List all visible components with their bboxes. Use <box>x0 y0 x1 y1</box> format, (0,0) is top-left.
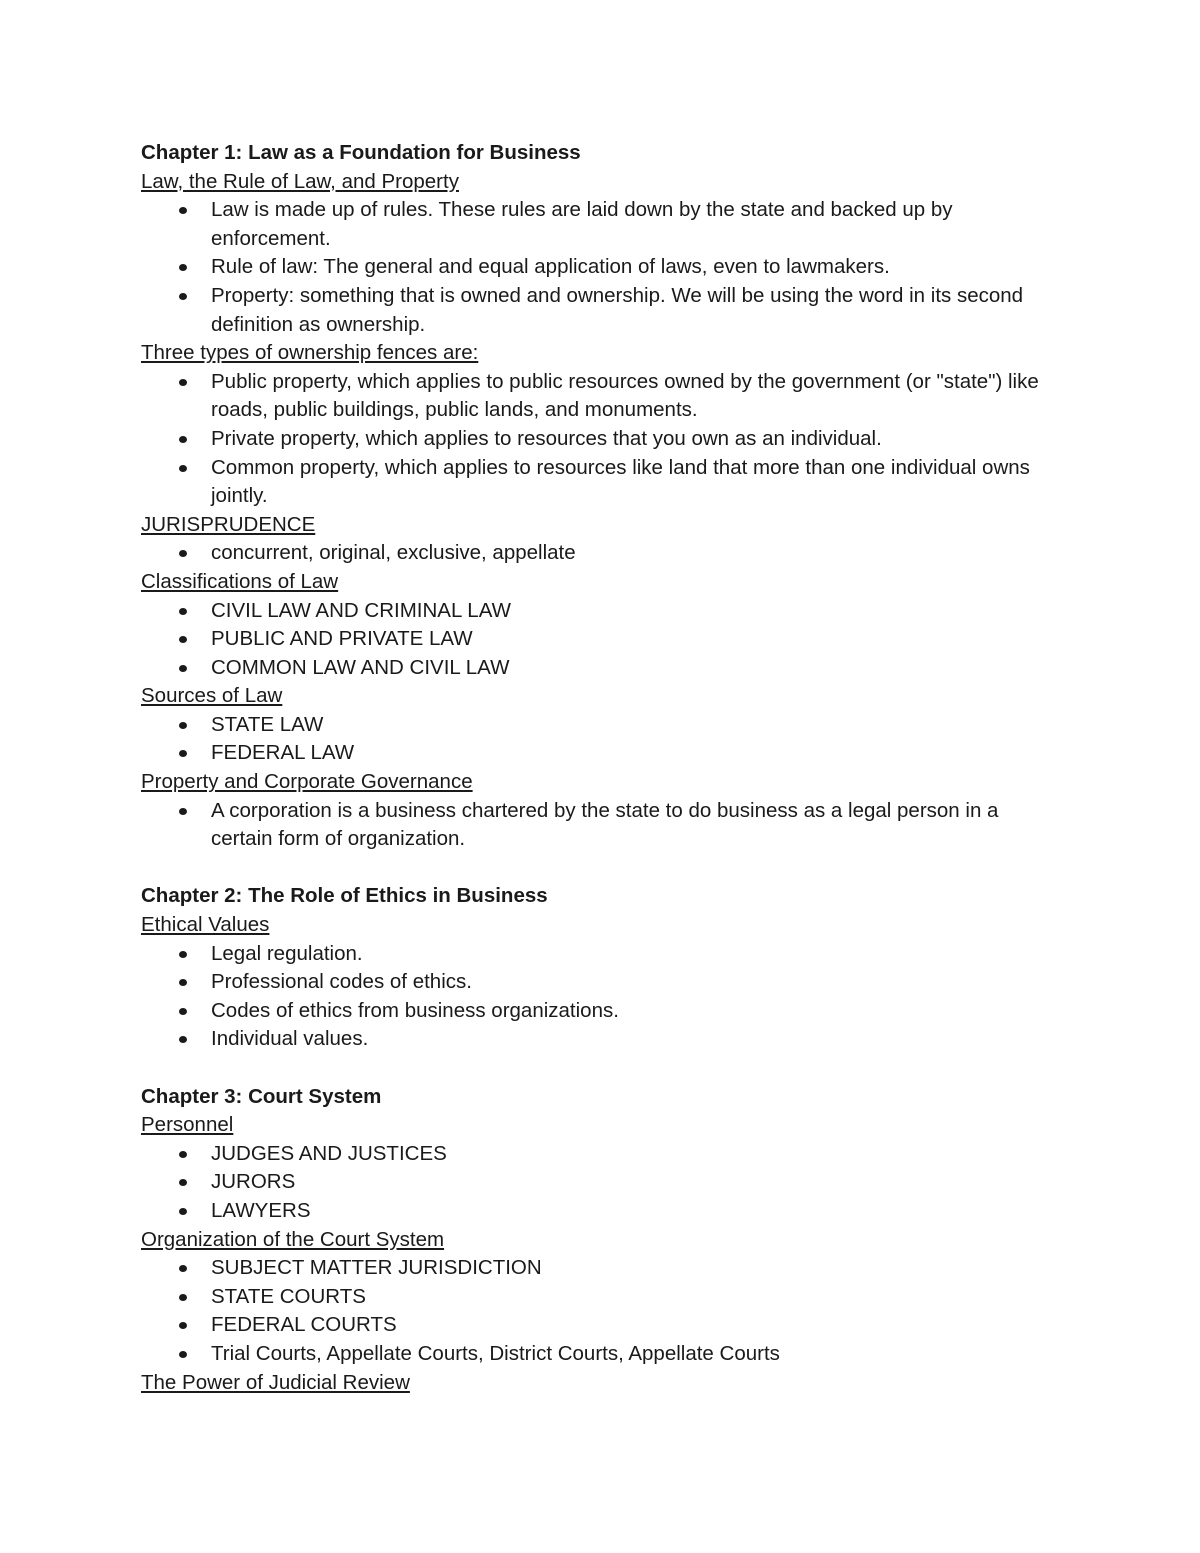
bullet-list <box>141 1140 1061 1226</box>
section-heading: Sources of Law <box>141 684 283 708</box>
section-classifications-of-law <box>141 568 1061 682</box>
section-heading: Classifications of Law <box>141 569 339 593</box>
bullet-item: Property: something that is owned and ownership. We will be using the word in its second definition as ownership. <box>211 282 1061 339</box>
section-heading: Law, the Rule of Law, and Property <box>141 169 459 193</box>
document-body <box>141 139 1061 1397</box>
chapter-title: Chapter 1: Law as a Foundation for Business <box>141 141 581 164</box>
bullet-item: Codes of ethics from business organizations. <box>211 997 1061 1026</box>
bullet-list <box>141 711 1061 768</box>
chapter-3 <box>141 1083 1061 1398</box>
chapter-1 <box>141 139 1061 854</box>
bullet-item: Rule of law: The general and equal application of laws, even to lawmakers. <box>211 253 1061 282</box>
section-sources-of-law <box>141 682 1061 768</box>
section-heading: Ethical Values <box>141 913 270 937</box>
section-heading: Personnel <box>141 1113 234 1137</box>
bullet-item: Individual values. <box>211 1025 1061 1054</box>
bullet-item: Public property, which applies to public resources owned by the government (or "state") like roads, public buildings, public lands, and monuments. <box>211 368 1061 425</box>
section-property-corporate-governance <box>141 768 1061 854</box>
bullet-list <box>141 940 1061 1054</box>
section-heading: The Power of Judicial Review <box>141 1370 410 1394</box>
section-heading: Organization of the Court System <box>141 1227 445 1251</box>
section-heading: Three types of ownership fences are: <box>141 341 479 365</box>
bullet-list <box>141 539 1061 568</box>
bullet-item: STATE LAW <box>211 711 1061 740</box>
bullet-item: Private property, which applies to resources that you own as an individual. <box>211 425 1061 454</box>
bullet-item: JUDGES AND JUSTICES <box>211 1140 1061 1169</box>
bullet-list <box>141 368 1061 511</box>
section-jurisprudence <box>141 511 1061 568</box>
chapter-title: Chapter 2: The Role of Ethics in Business <box>141 884 548 908</box>
bullet-item: A corporation is a business chartered by the state to do business as a legal person in a certain form of organization. <box>211 797 1061 854</box>
bullet-item: Trial Courts, Appellate Courts, District Courts, Appellate Courts <box>211 1340 1061 1369</box>
section-judicial-review <box>141 1369 1061 1398</box>
bullet-list <box>141 797 1061 854</box>
bullet-item: concurrent, original, exclusive, appellate <box>211 539 1061 568</box>
bullet-item: FEDERAL LAW <box>211 739 1061 768</box>
bullet-item: Professional codes of ethics. <box>211 968 1061 997</box>
bullet-list <box>141 597 1061 683</box>
bullet-item: CIVIL LAW AND CRIMINAL LAW <box>211 597 1061 626</box>
bullet-item: COMMON LAW AND CIVIL LAW <box>211 654 1061 683</box>
bullet-item: Legal regulation. <box>211 940 1061 969</box>
bullet-item: JURORS <box>211 1168 1061 1197</box>
bullet-item: SUBJECT MATTER JURISDICTION <box>211 1254 1061 1283</box>
bullet-item: STATE COURTS <box>211 1283 1061 1312</box>
chapter-title: Chapter 3: Court System <box>141 1084 382 1108</box>
bullet-item: Common property, which applies to resources like land that more than one individual owns jointly. <box>211 454 1061 511</box>
section-personnel <box>141 1111 1061 1225</box>
section-law-rule-property <box>141 168 1061 340</box>
section-heading: Property and Corporate Governance <box>141 770 473 794</box>
section-court-organization <box>141 1226 1061 1369</box>
bullet-item: FEDERAL COURTS <box>211 1311 1061 1340</box>
bullet-item: LAWYERS <box>211 1197 1061 1226</box>
section-ownership-fences <box>141 339 1061 511</box>
bullet-item: Law is made up of rules. These rules are laid down by the state and backed up by enforcement. <box>211 196 1061 253</box>
section-heading: JURISPRUDENCE <box>141 512 316 536</box>
bullet-list <box>141 1254 1061 1368</box>
bullet-item: PUBLIC AND PRIVATE LAW <box>211 625 1061 654</box>
section-ethical-values <box>141 911 1061 1054</box>
chapter-2 <box>141 882 1061 1054</box>
bullet-list <box>141 196 1061 339</box>
